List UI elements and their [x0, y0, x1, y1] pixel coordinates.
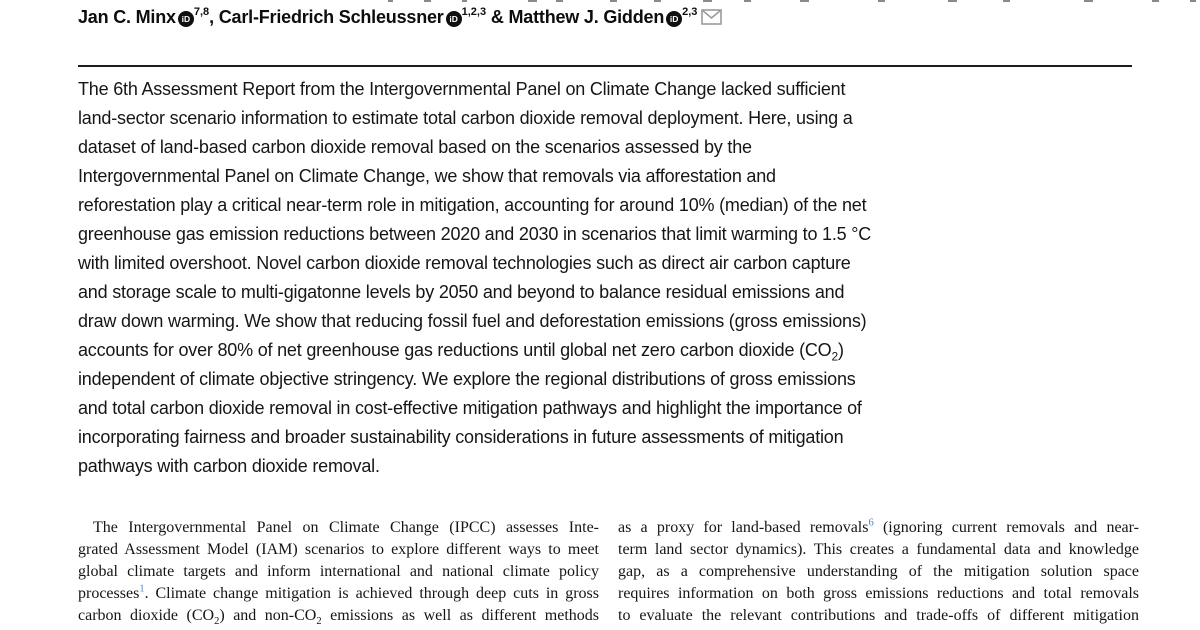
citation-reference[interactable]: 1: [139, 583, 145, 595]
orcid-icon[interactable]: [666, 11, 682, 27]
text-line: greenhouse gas emission reductions between 2020 and 2030 in scenarios that limit warming to 1.5 °C: [78, 224, 872, 244]
author-line: [78, 7, 1138, 30]
text-line: as a proxy for land-based removals$^6$ (ignoring current removals and near-: [618, 517, 1139, 536]
text-line: and total carbon dioxide removal in cost-effective mitigation pathways and highlight the importance of: [78, 398, 862, 418]
author-affiliations: 1,2,3: [461, 6, 487, 18]
text-line: pathways with carbon dioxide removal.: [78, 456, 380, 476]
author-affiliations: 7,8: [193, 6, 210, 18]
text-line: and storage scale to multi-gigatonne levels by 2050 and beyond to balance residual emissions and: [78, 282, 845, 302]
text-line: independent of climate objective stringency. We explore the regional distributions of gross emissions: [78, 369, 856, 389]
orcid-glyph: iD: [181, 14, 191, 24]
text-line: term land sector dynamics). This creates a fundamental data and knowledge: [618, 541, 1139, 558]
text-line: land-sector scenario information to estimate total carbon dioxide removal deployment. Here, using a: [78, 108, 853, 128]
orcid-icon[interactable]: [178, 11, 194, 27]
orcid-glyph: iD: [669, 14, 679, 24]
text-line: gap, as a comprehensive understanding of the mitigation solution space: [618, 563, 1139, 580]
author-affiliations: 2,3: [682, 6, 698, 18]
chemical-subscript: 2: [316, 616, 322, 628]
orcid-glyph: iD: [449, 14, 458, 24]
text-line: processes$^1$. Climate change mitigation is achieved through deep cuts in gross: [78, 583, 599, 602]
text-line: accounts for over 80% of net greenhouse gas reductions until global net zero carbon dioxide $(CO_2)$: [78, 340, 844, 364]
chemical-subscript: 2: [214, 616, 220, 628]
text-line: incorporating fairness and broader sustainability considerations in future assessments of mitigation: [78, 427, 844, 447]
abstract-text: [78, 75, 978, 481]
orcid-icon[interactable]: [446, 11, 462, 27]
text-line: dataset of land-based carbon dioxide removal based on the scenarios assessed by the: [78, 137, 752, 157]
author-separator: ,: [209, 7, 219, 27]
author-name: Matthew J. Gidden: [508, 7, 665, 27]
corresponding-author-email-icon[interactable]: [701, 9, 722, 30]
author-name: Carl-Friedrich Schleussner: [218, 7, 444, 27]
text-line: requires information on both gross emissions reductions and total removals: [618, 585, 1139, 602]
chemical-subscript: 2: [831, 349, 838, 364]
text-line: Intergovernmental Panel on Climate Change, we show that removals via afforestation and: [78, 166, 776, 186]
cropped-previous-line-remnant: [0, 0, 1200, 3]
text-line: grated Assessment Model (IAM) scenarios to explore different ways to meet: [78, 541, 599, 558]
divider-rule: [78, 65, 1132, 67]
citation-reference[interactable]: 6: [868, 517, 874, 529]
author-separator: &: [486, 7, 509, 27]
text-line: carbon dioxide $(CO_2)$ and non-$CO_2$ emissions as well as different methods: [78, 607, 600, 628]
text-line: reforestation play a critical near-term role in mitigation, accounting for around 10% (median) of the net: [78, 195, 867, 215]
body-column-right: [618, 517, 1139, 627]
text-line: with limited overshoot. Novel carbon dioxide removal technologies such as direct air carbon capture: [78, 253, 851, 273]
text-line: The 6th Assessment Report from the Intergovernmental Panel on Climate Change lacked sufficient: [78, 79, 846, 99]
text-line: draw down warming. We show that reducing fossil fuel and deforestation emissions (gross emissions): [78, 311, 867, 331]
text-line: The Intergovernmental Panel on Climate Change (IPCC) assesses Inte-: [93, 519, 599, 536]
text-line: to evaluate the relevant contributions and trade-offs of different mitigation: [618, 607, 1139, 624]
author-name: Jan C. Minx: [78, 7, 176, 27]
body-column-left: [78, 517, 599, 627]
text-line: global climate targets and inform international and national climate policy: [78, 563, 599, 580]
